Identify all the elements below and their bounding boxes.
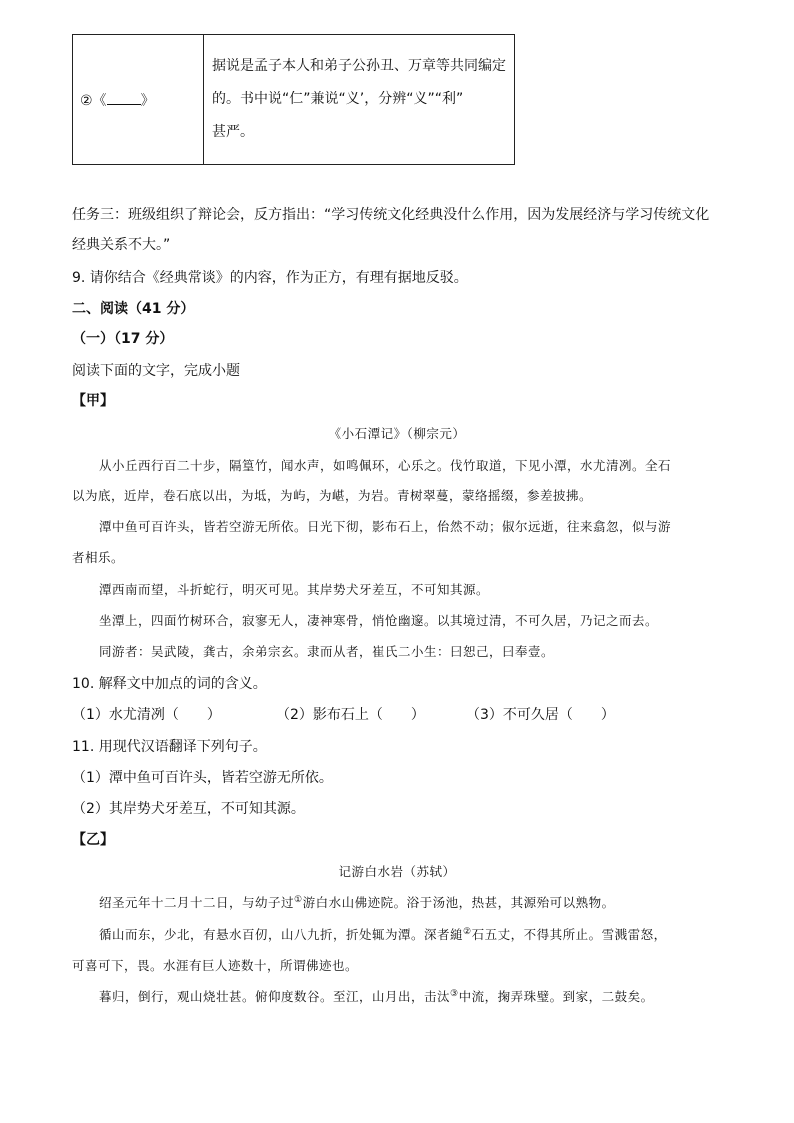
question-10-item: （2）影布石上（ ） [276,707,425,723]
passage1-line: 潭中鱼可百许头，皆若空游无所依。日光下彻，影布石上，佁然不动；俶尔远逝，往来翕忽，似与游 [99,519,672,534]
passage2-line [99,893,615,911]
footnote-marker: ③ [450,988,459,999]
question-10-item: （1）水尤清冽（ ） [72,707,221,723]
table-cell-description [204,35,515,165]
description-line: 的。书中说“仁”兼说“义’，分辨“义”“利” [212,91,464,107]
passage2-line [99,987,654,1005]
table-cell-book [73,35,204,165]
instruction: 阅读下面的文字，完成小题 [72,363,240,379]
question-11-item: （1）潭中鱼可百许头，皆若空游无所依。 [72,770,333,786]
label-yi: 【乙】 [72,832,114,848]
footnote-marker: ① [294,894,303,905]
passage2-line: 可喜可下，畏。水涯有巨人迹数十，所谓佛迹也。 [72,958,359,973]
book-prefix: ②《 [80,92,107,109]
book-suffix: 》 [140,92,155,109]
passage1-title: 《小石潭记》（柳宗元） [328,426,466,441]
subsection-heading: （一）（17 分） [72,331,174,347]
answer-blank[interactable] [107,92,141,105]
question-10-item: （3）不可久居（ ） [466,707,615,723]
question-11-item: （2）其岸势犬牙差互，不可知其源。 [72,801,305,817]
passage2-text: 石五丈，不得其所止。雪溅雷怒， [471,927,667,942]
label-jia: 【甲】 [72,393,114,409]
section-heading: 二、阅读（41 分） [72,301,195,317]
description-line: 据说是孟子本人和弟子公孙丑、万章等共同编定 [212,58,506,74]
footnote-marker: ② [463,926,472,937]
question-10: 10. 解释文中加点的词的含义。 [72,676,267,692]
question-9: 9. 请你结合《经典常谈》的内容，作为正方，有理有据地反驳。 [72,270,468,286]
task3-line1: 任务三：班级组织了辩论会，反方指出：“学习传统文化经典没什么作用，因为发展经济与学习传统文化 [72,207,710,223]
passage2-text: 循山而东，少北，有悬水百仞，山八九折，折处辄为潭。深者縋 [99,927,464,942]
passage2-title: 记游白水岩（苏轼） [338,864,456,879]
passage1-line: 者相乐。 [72,550,125,565]
passage2-text: 绍圣元年十二月十二日，与幼子过 [99,895,295,910]
passage1-line: 坐潭上，四面竹树环合，寂寥无人，凄神寒骨，悄怆幽邃。以其境过清，不可久居，乃记之而去。 [99,613,659,628]
task3-line2: 经典关系不大。” [72,237,171,253]
passage1-line: 以为底，近岸，卷石底以出，为坻，为屿，为嵁，为岩。青树翠蔓，蒙络摇缀，参差披拂。 [72,488,593,503]
passage2-line [99,925,667,943]
passage2-text: 中流，掬弄珠璧。到家，二鼓矣。 [458,989,654,1004]
passage1-line: 同游者：吴武陵，龚古，余弟宗玄。隶而从者，崔氏二小生：曰恕己，曰奉壹。 [99,644,555,659]
passage1-line: 从小丘西行百二十步，隔篁竹，闻水声，如鸣佩环，心乐之。伐竹取道，下见小潭，水尤清冽。全石 [99,458,672,473]
passage2-text: 游白水山佛迹院。浴于汤池，热甚，其源殆可以熟物。 [302,895,615,910]
passage1-line: 潭西南而望，斗折蛇行，明灭可见。其岸势犬牙差互，不可知其源。 [99,582,490,597]
question-11: 11. 用现代汉语翻译下列句子。 [72,739,267,755]
passage2-text: 暮归，倒行，观山烧壮甚。俯仰度数谷。至江，山月出，击汰 [99,989,451,1004]
info-table [72,34,515,165]
description-line: 甚严。 [212,124,254,140]
